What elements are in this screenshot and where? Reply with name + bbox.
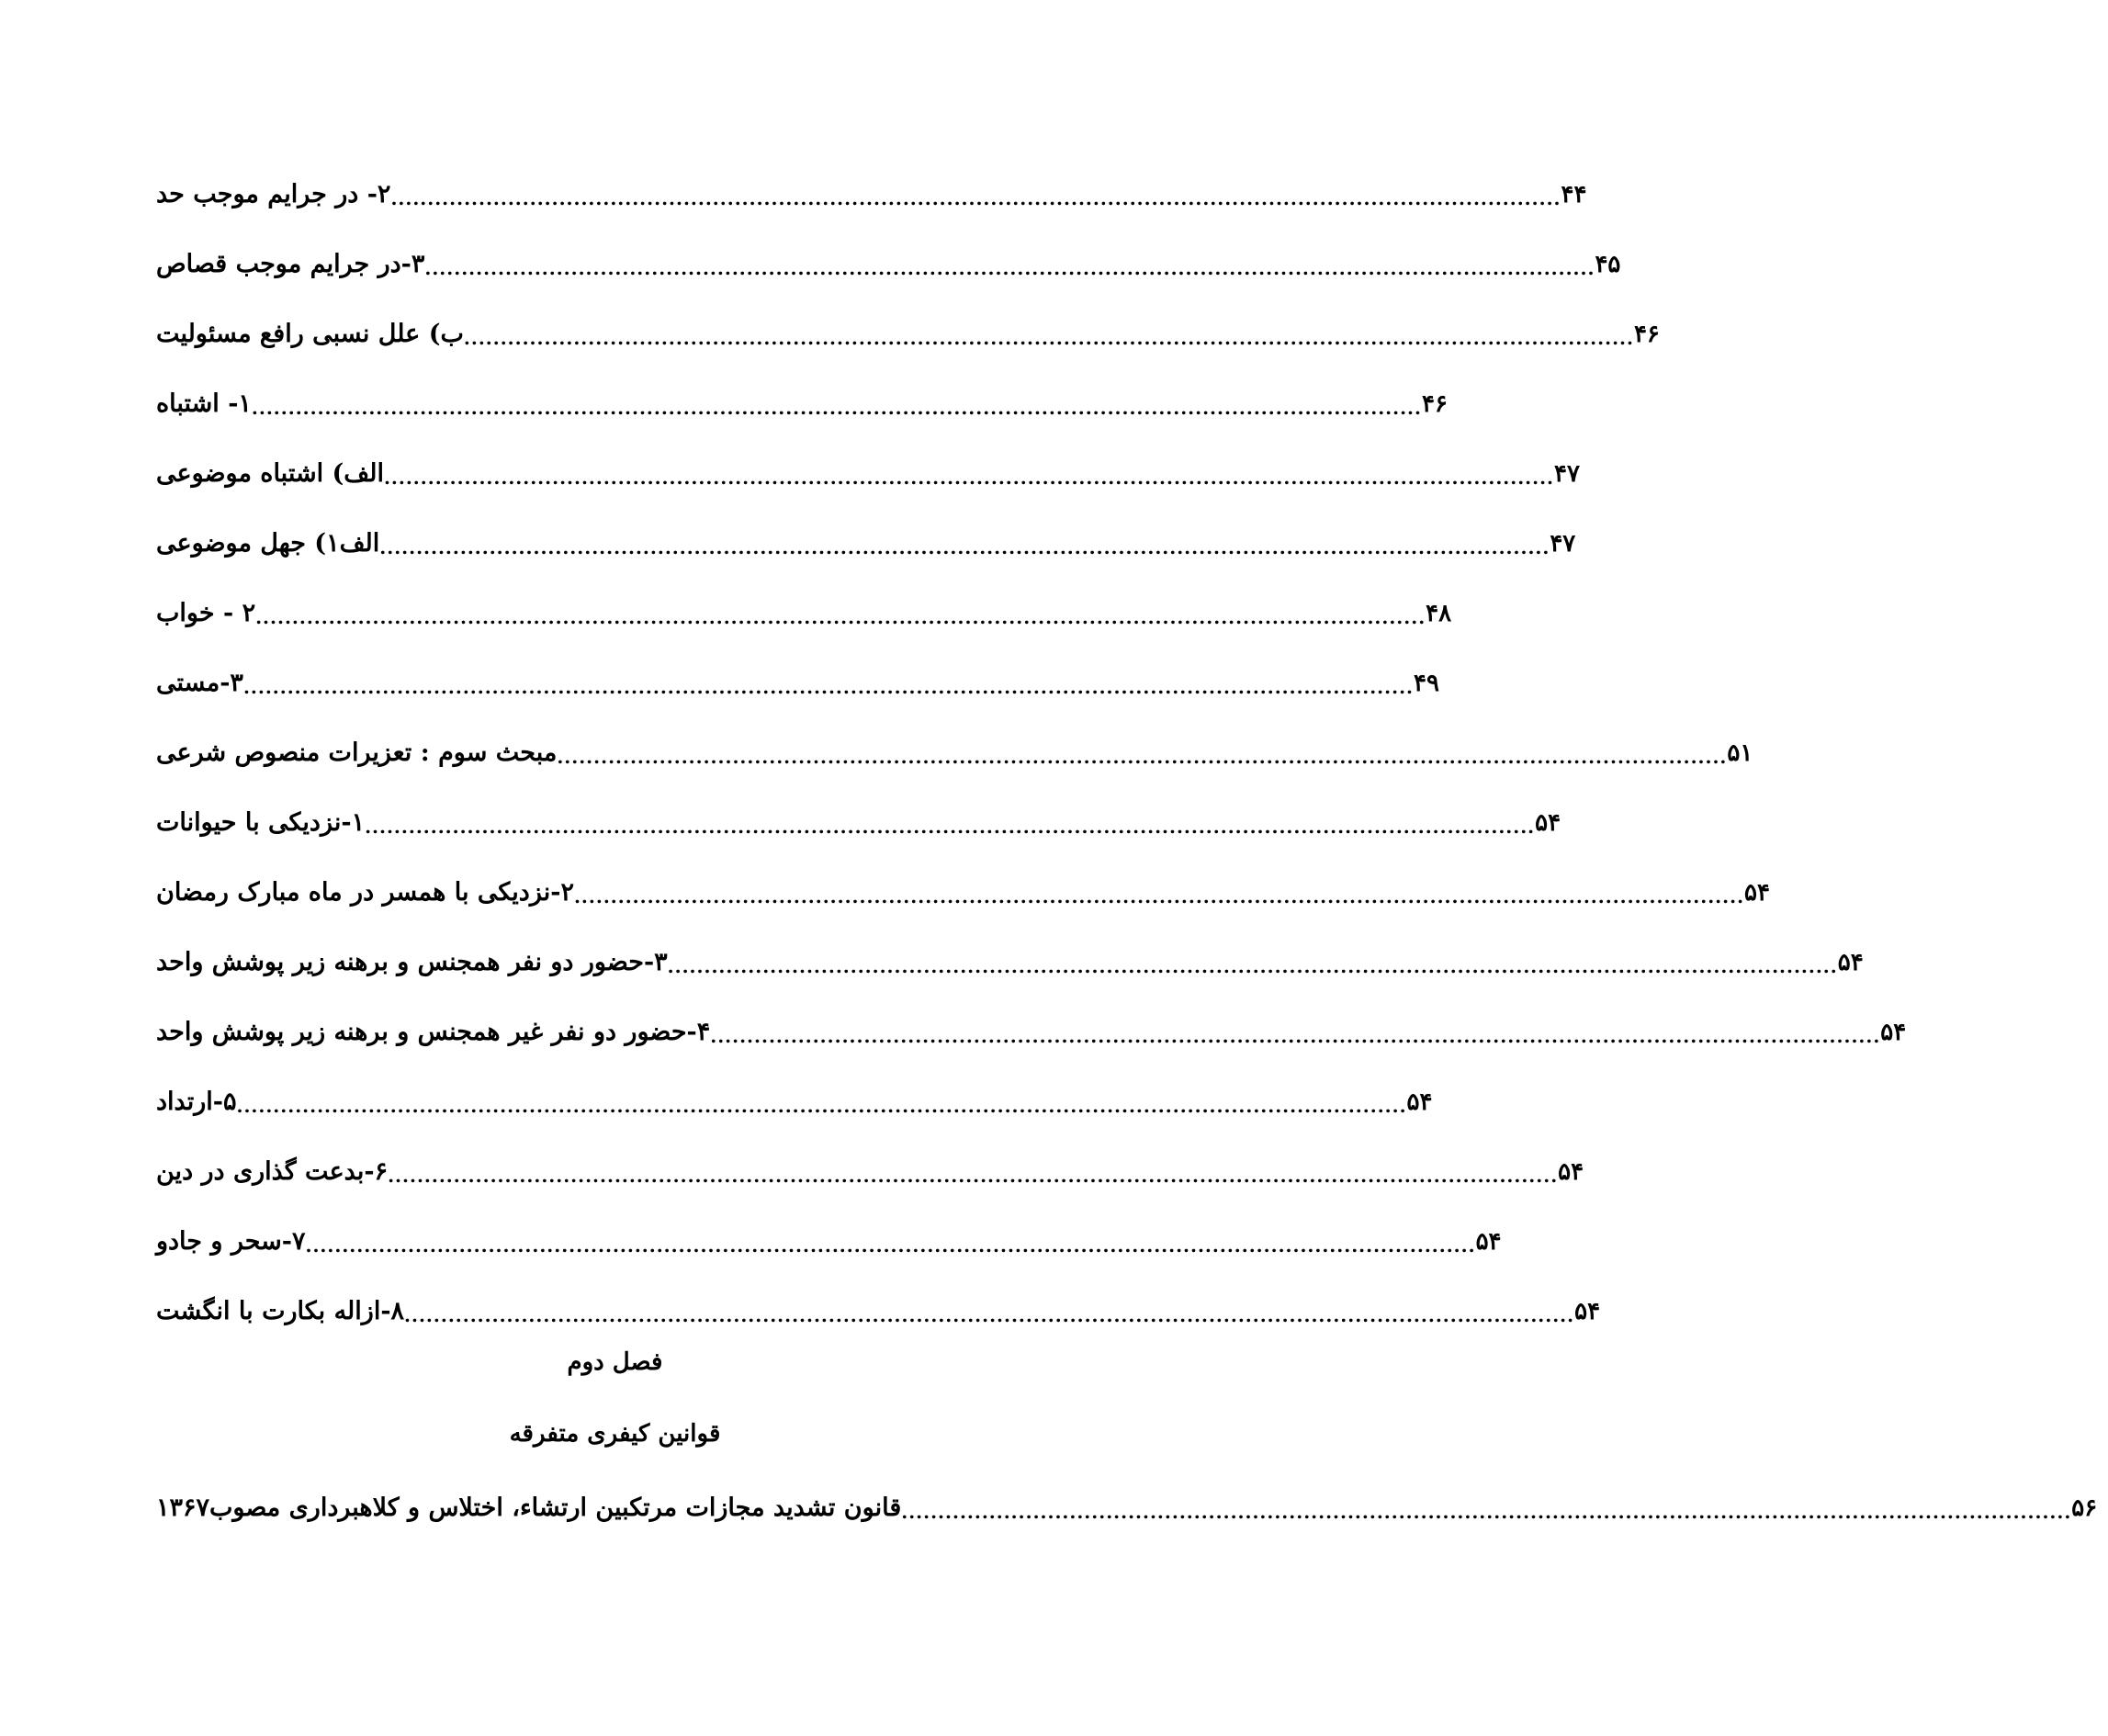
chapter-heading: فصل دوم — [567, 1348, 663, 1376]
dot-leader: ................................................................................................................................................................ — [404, 1304, 1575, 1326]
toc-entry[interactable] — [156, 235, 1621, 283]
chapter-subheading: قوانین کیفری متفرقه — [509, 1420, 721, 1448]
toc-entry[interactable] — [156, 1003, 1907, 1051]
toc-entry[interactable] — [156, 794, 1561, 841]
toc-entry-page: ۵۴ — [1744, 879, 1770, 907]
toc-entry[interactable] — [156, 724, 1753, 772]
toc-entry[interactable] — [156, 375, 1448, 423]
toc-entry-page: ۵۴ — [1558, 1158, 1584, 1186]
dot-leader: ................................................................................................................................................................ — [236, 1095, 1407, 1117]
toc-entry-title: ۳-مستی — [156, 669, 243, 697]
toc-entry-title: ۲- در جرایم موجب حد — [156, 180, 391, 209]
toc-entry-title: قانون تشدید مجازات مرتکبین ارتشاء، اختلاس و کلاهبرداری مصوب۱۳۶۷ — [156, 1494, 902, 1522]
toc-entry[interactable] — [156, 1073, 1433, 1121]
dot-leader: ................................................................................................................................................................ — [573, 885, 1745, 907]
toc-entry-title: ۵-ارتداد — [156, 1088, 237, 1116]
dot-leader: ................................................................................................................................................................ — [390, 187, 1561, 209]
toc-entry[interactable] — [156, 445, 1580, 492]
toc-entry[interactable] — [156, 1479, 2098, 1527]
toc-entry[interactable] — [156, 1143, 1584, 1190]
dot-leader: ................................................................................................................................................................ — [305, 1234, 1476, 1257]
dot-leader: ................................................................................................................................................................ — [710, 1025, 1881, 1047]
toc-entry-title: ۸-ازاله بکارت با انگشت — [156, 1297, 405, 1325]
dot-leader: ................................................................................................................................................................ — [255, 606, 1426, 628]
toc-entry-title: ۴-حضور دو نفر غیر همجنس و برهنه زیر پوشش واحد — [156, 1018, 711, 1046]
toc-entry-title: ۶-بدعت گذاری در دین — [156, 1157, 389, 1186]
toc-entry[interactable] — [156, 165, 1587, 213]
toc-entry-title: ۱- اشتباه — [156, 389, 252, 418]
dot-leader: ................................................................................................................................................................ — [251, 397, 1422, 419]
toc-entry-title: ۳-در جرایم موجب قصاص — [156, 250, 425, 278]
toc-entry[interactable] — [156, 654, 1439, 702]
dot-leader: ................................................................................................................................................................ — [365, 816, 1536, 838]
toc-entry-page: ۵۴ — [1574, 1298, 1601, 1325]
toc-entry[interactable] — [156, 305, 1660, 353]
toc-entry-page: ۴۶ — [1633, 321, 1660, 348]
toc-entry-title: الف) اشتباه موضوعی — [156, 459, 384, 488]
toc-entry[interactable] — [156, 933, 1864, 981]
toc-entry-page: ۴۵ — [1595, 251, 1621, 278]
toc-entry[interactable] — [156, 584, 1452, 632]
toc-entry[interactable] — [156, 1282, 1601, 1330]
toc-entry-title: ۳-حضور دو نفر همجنس و برهنه زیر پوشش واحد — [156, 948, 668, 976]
toc-entry[interactable] — [156, 1212, 1502, 1260]
dot-leader: ................................................................................................................................................................ — [667, 955, 1838, 977]
toc-entry-title: ۲ - خواب — [156, 599, 256, 627]
toc-entry-page: ۵۴ — [1880, 1019, 1907, 1046]
dot-leader: ................................................................................................................................................................ — [424, 257, 1595, 279]
toc-entry-title: ۱-نزدیکی با حیوانات — [156, 808, 366, 837]
dot-leader: ................................................................................................................................................................ — [463, 327, 1634, 349]
toc-entry[interactable] — [156, 514, 1576, 562]
toc-entry-page: ۵۶ — [2071, 1494, 2098, 1522]
toc-entry-page: ۴۷ — [1550, 530, 1576, 558]
toc-entry-title: ۷-سحر و جادو — [156, 1227, 306, 1256]
toc-entry-page: ۴۷ — [1554, 460, 1580, 488]
toc-entry-page: ۵۴ — [1406, 1088, 1433, 1116]
dot-leader: ................................................................................................................................................................ — [242, 676, 1414, 698]
toc-entry-page: ۵۱ — [1727, 739, 1753, 767]
dot-leader: ................................................................................................................................................................ — [901, 1501, 2072, 1523]
toc-entry-page: ۴۹ — [1414, 670, 1439, 697]
toc-entry-page: ۴۴ — [1561, 181, 1587, 209]
dot-leader: ................................................................................................................................................................ — [379, 536, 1550, 558]
toc-entry-page: ۴۸ — [1426, 600, 1452, 627]
dot-leader: ................................................................................................................................................................ — [557, 746, 1728, 768]
toc-entry-page: ۵۴ — [1837, 949, 1864, 976]
toc-entry-page: ۵۴ — [1475, 1228, 1502, 1256]
dot-leader: ................................................................................................................................................................ — [388, 1165, 1559, 1187]
toc-entry-title: ب) علل نسبی رافع مسئولیت — [156, 320, 464, 348]
toc-entry-page: ۴۶ — [1421, 390, 1448, 418]
toc-entry[interactable] — [156, 863, 1770, 911]
toc-entry-title: الف۱) جهل موضوعی — [156, 529, 380, 558]
toc-entry-page: ۵۴ — [1535, 809, 1561, 837]
dot-leader: ................................................................................................................................................................ — [383, 467, 1555, 489]
toc-entry-title: ۲-نزدیکی با همسر در ماه مبارک رمضان — [156, 878, 574, 907]
toc-entry-title: مبحث سوم : تعزیرات منصوص شرعی — [156, 738, 558, 767]
